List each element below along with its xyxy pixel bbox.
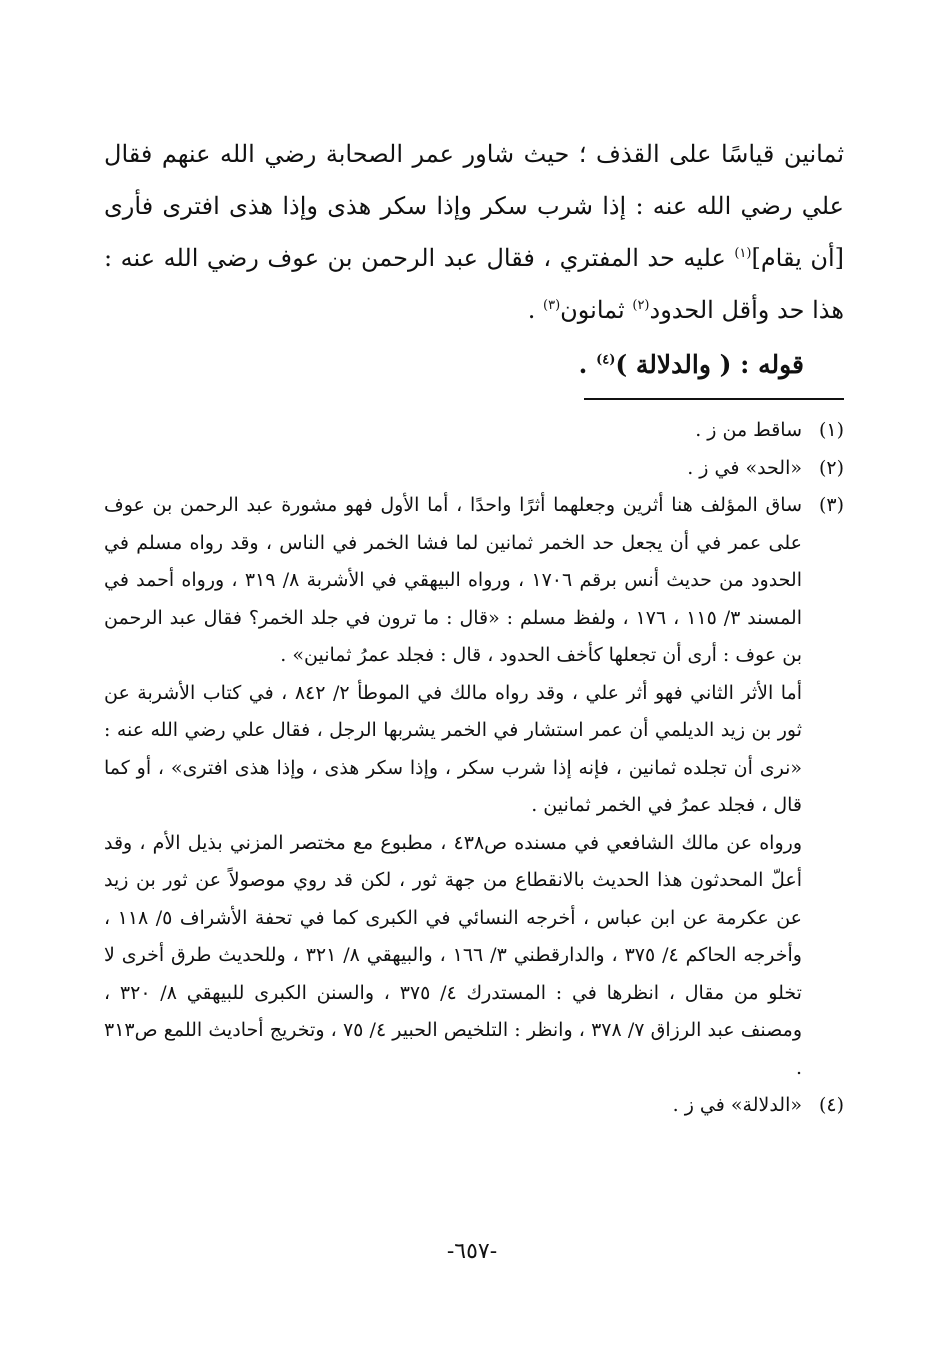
section-heading	[579, 340, 804, 390]
footnote-ref-4: (٤)	[596, 352, 616, 368]
footnote-1	[104, 412, 844, 450]
page-number: -٦٥٧-	[446, 1239, 498, 1264]
footnote-body	[104, 450, 802, 488]
footnote-ref-3: (٣)	[543, 298, 561, 313]
heading-end: .	[578, 350, 588, 379]
footnote-number: (٢)	[818, 456, 844, 479]
footnote-paragraph: أما الأثر الثاني فهو أثر علي ، وقد رواه مالك في الموطأ ٢/ ٨٤٢ ، في كتاب الأشربة عن ثور بن زيد الديلمي أن عمر استشار في الخمر يشربها الرجل ، فقال علي رضي الله عنه : «نرى أن تجلده ثمانين ، فإنه إذا شرب سكر ، وإذا سكر هذى ، وإذا هذى افترى» ، أو كما قال ، فجلد عمرُ في الخمر ثمانين .	[104, 681, 802, 816]
footnote-paragraph: «الحد» في ز .	[687, 456, 802, 479]
footnote-ref-1: (١)	[734, 246, 752, 261]
main-paragraph-part2: عليه حد المفتري ، فقال عبد الرحمن بن عوف رضي الله عنه : هذا حد وأقل الحدود	[104, 244, 844, 324]
footnote-separator	[584, 398, 844, 400]
main-paragraph-part3: ثمانون	[560, 296, 633, 324]
footnote-3	[104, 487, 844, 1087]
heading-text: قوله : ( والدلالة )	[615, 350, 804, 379]
footnote-paragraph: ورواه عن مالك الشافعي في مسنده ص٤٣٨ ، مطبوع مع مختصر المزني بذيل الأم ، وقد أعلّ المحدثون هذا الحديث بالانقطاع من جهة ثور ، لكن قد روي موصولاً عن ثور بن زيد عن عكرمة عن ابن عباس ، أخرجه النسائي في الكبرى كما في تحفة الأشراف ٥/ ١١٨ ، وأخرجه الحاكم ٤/ ٣٧٥ ، والدارقطني ٣/ ١٦٦ ، والبيهقي ٨/ ٣٢١ ، وللحديث طرق أخرى لا تخلو من مقال ، انظرها في : المستدرك ٤/ ٣٧٥ ، والسنن الكبرى للبيهقي ٨/ ٣٢٠ ، ومصنف عبد الرزاق ٧/ ٣٧٨ ، وانظر : التلخيص الحبير ٤/ ٧٥ ، وتخريج أحاديث اللمع ص٣١٣ .	[104, 831, 802, 1079]
footnote-paragraph: ساق المؤلف هنا أثرين وجعلهما أثرًا واحدًا ، أما الأول فهو مشورة عبد الرحمن بن عوف على عمر في أن يجعل حد الخمر ثمانين لما فشا الخمر في الناس ، وقد رواه مسلم في الحدود من حديث أنس برقم ١٧٠٦ ، ورواه البيهقي في الأشربة ٨/ ٣١٩ ، ورواه أحمد في المسند ٣/ ١١٥ ، ١٧٦ ، ولفظ مسلم : «قال : ما ترون في جلد الخمر؟ فقال عبد الرحمن بن عوف : أرى أن تجعلها كأخف الحدود ، قال : فجلد عمرُ ثمانين» .	[104, 494, 802, 666]
footnote-4	[104, 1087, 844, 1125]
footnotes	[104, 412, 844, 1125]
footnote-number: (٤)	[818, 1094, 844, 1116]
footnote-paragraph: «الدلالة» في ز .	[672, 1094, 802, 1116]
footnote-paragraph: ساقط من ز .	[695, 419, 802, 441]
footnote-body	[104, 1087, 802, 1125]
footnote-body	[104, 487, 802, 1087]
footnote-number: (٣)	[818, 494, 844, 516]
main-paragraph-part4: .	[527, 296, 544, 324]
footnote-ref-2: (٢)	[632, 298, 650, 313]
main-text	[104, 128, 844, 336]
footnote-body	[104, 412, 802, 450]
footnote-number: (١)	[818, 419, 844, 441]
footnote-2	[104, 450, 844, 488]
main-paragraph	[104, 128, 844, 336]
main-paragraph-part1: ثمانين قياسًا على القذف ؛ حيث شاور عمر الصحابة رضي الله عنهم فقال علي رضي الله عنه : إذا شرب سكر وإذا سكر هذى وإذا هذى افترى فأرى [أن يقام]	[104, 140, 844, 272]
